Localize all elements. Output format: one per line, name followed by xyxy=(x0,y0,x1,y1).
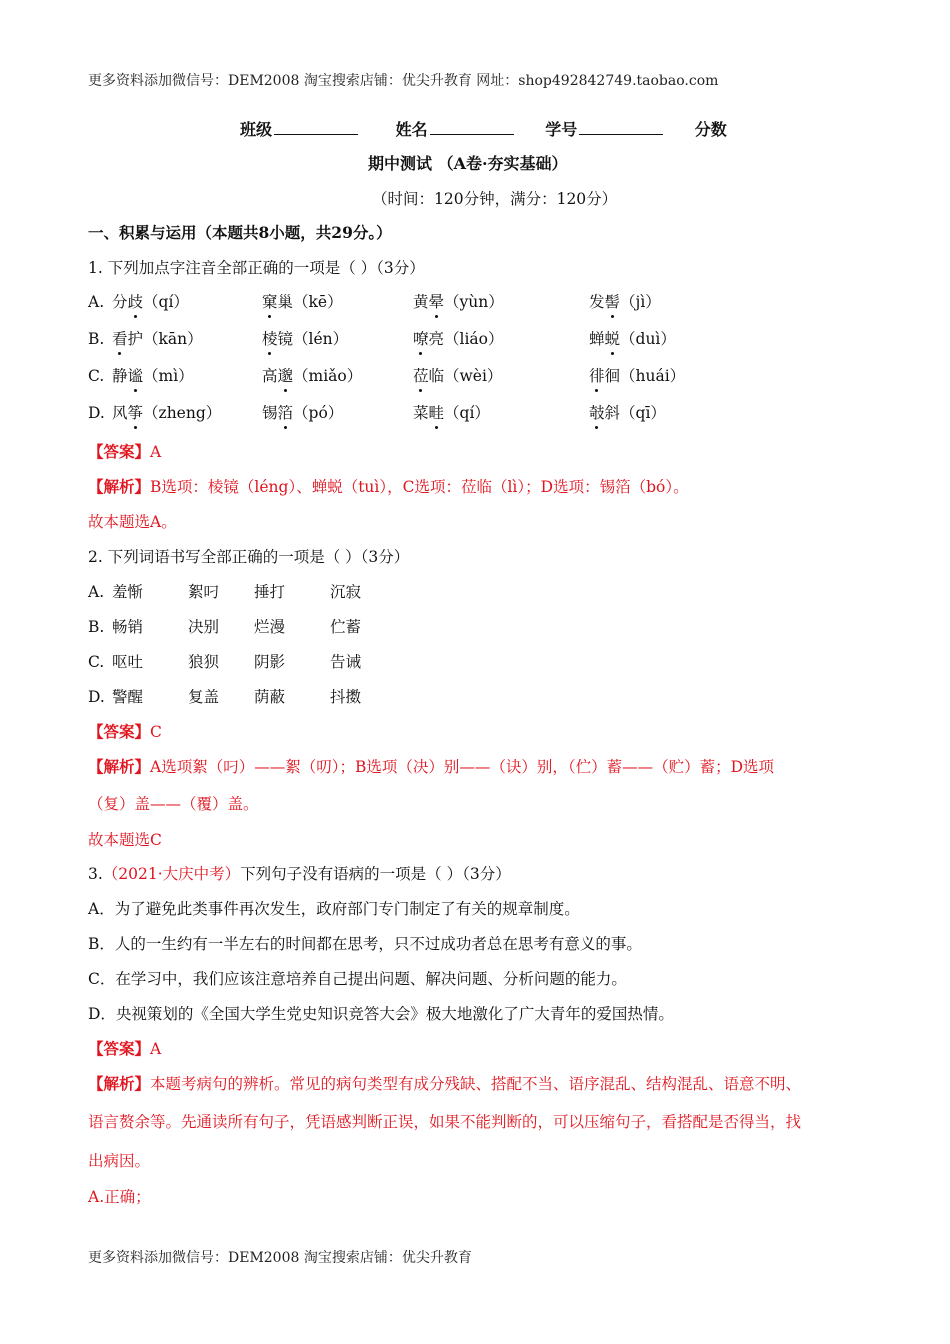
dotted-character: 歧 xyxy=(127,293,144,311)
q2-conclusion: 故本题选C xyxy=(88,831,162,849)
explain-text: 本题考病句的辨析。常见的病句类型有成分残缺、搭配不当、语序混乱、结构混乱、语意不明、 xyxy=(150,1075,802,1093)
dotted-character: 晕 xyxy=(428,293,445,311)
header-note: 更多资料添加微信号：DEM2008 淘宝搜索店铺：优尖升教育 网址：shop492842749.taobao.com xyxy=(88,73,719,89)
word-pinyin: （qí） xyxy=(143,293,189,311)
q2-option-word: 伫蓄 xyxy=(330,618,362,636)
word-part: 分 xyxy=(112,293,128,311)
explain-text: B选项：棱镜（léng）、蝉蜕（tuì），C选项：莅临（lì）；D选项：锡箔（bó）。 xyxy=(150,478,689,496)
q2-option-word: 羞惭 xyxy=(112,583,144,601)
answer-label: 【答案】 xyxy=(88,1039,151,1058)
word-pinyin: （duì） xyxy=(620,330,676,348)
q2-option-word: 阴影 xyxy=(254,653,286,671)
q2-option-word: 狼狈 xyxy=(188,653,220,671)
word-pinyin: （qí） xyxy=(444,404,490,422)
q2-option-label: A. xyxy=(88,583,105,601)
dotted-character: 筝 xyxy=(127,404,144,422)
name-label: 姓名 xyxy=(395,120,428,139)
q1-option-word xyxy=(112,365,194,387)
word-part: 高 xyxy=(262,367,278,385)
explain-text: A选项絮（叼）——絮（叨）；B选项（决）别——（诀）别，（伫）蓄——（贮）蓄；D选项 xyxy=(150,758,775,776)
student-id-label: 学号 xyxy=(545,120,578,139)
q1-option-word xyxy=(262,402,343,424)
word-part: 菜 xyxy=(413,404,429,422)
word-part: 风 xyxy=(112,404,128,422)
q1-conclusion: 故本题选A。 xyxy=(88,513,177,531)
word-pinyin: （jì） xyxy=(620,293,661,311)
page-subtitle: （时间：120分钟，满分：120分） xyxy=(372,190,618,208)
q2-option-word: 畅销 xyxy=(112,618,144,636)
answer-label: 【答案】 xyxy=(88,442,151,461)
dotted-character: 蜕 xyxy=(604,330,621,348)
dotted-character: 徘 xyxy=(589,367,605,385)
q1-option-word xyxy=(112,291,189,313)
word-pinyin: 徊（huái） xyxy=(604,367,686,385)
q1-option-word xyxy=(413,291,504,313)
word-part: 锡 xyxy=(262,404,278,422)
q1-option-word xyxy=(262,328,348,350)
q2-option-word: 沉寂 xyxy=(330,583,362,601)
q2-option-word: 复盖 xyxy=(188,688,220,706)
word-pinyin: （yùn） xyxy=(444,293,504,311)
q2-option-word: 烂漫 xyxy=(254,618,286,636)
q1-option-word xyxy=(112,402,221,424)
word-pinyin: 亮（liáo） xyxy=(428,330,504,348)
q2-stem: 2. 下列词语书写全部正确的一项是（ ）（3分） xyxy=(88,548,410,566)
q3-answer xyxy=(88,1038,161,1060)
q1-option-word xyxy=(589,291,661,313)
explain-label: 【解析】 xyxy=(88,477,151,496)
dotted-character: 髻 xyxy=(604,293,621,311)
q2-explanation-cont: （复）盖——（覆）盖。 xyxy=(88,795,259,813)
q3-option-c: C．在学习中，我们应该注意培养自己提出问题、解决问题、分析问题的能力。 xyxy=(88,970,627,988)
word-part: 静 xyxy=(112,367,128,385)
dotted-character: 邈 xyxy=(277,367,294,385)
dotted-character: 攲 xyxy=(589,404,605,422)
q3-stem-text: 下列句子没有语病的一项是（ ）（3分） xyxy=(240,865,511,883)
word-pinyin: 护（kān） xyxy=(127,330,203,348)
q1-option-label: C. xyxy=(88,367,105,385)
answer-label: 【答案】 xyxy=(88,722,151,741)
q3-stem xyxy=(88,863,511,885)
q2-option-word: 告诫 xyxy=(330,653,362,671)
q2-option-label: B. xyxy=(88,618,105,636)
q1-option-word xyxy=(262,291,343,313)
q1-option-word xyxy=(589,365,685,387)
q1-option-label: D. xyxy=(88,404,105,422)
q1-option-word xyxy=(589,328,676,350)
word-part: 蝉 xyxy=(589,330,605,348)
word-pinyin: （miǎo） xyxy=(293,367,363,385)
answer-value: A xyxy=(150,443,162,461)
word-pinyin: （zheng） xyxy=(143,404,222,422)
explain-label: 【解析】 xyxy=(88,1074,151,1093)
student-info-line xyxy=(240,117,727,140)
q1-option-label: B. xyxy=(88,330,105,348)
q1-option-word xyxy=(112,328,203,350)
q2-option-word: 捶打 xyxy=(254,583,286,601)
section-heading: 一、积累与运用（本题共8小题，共29分。） xyxy=(88,223,392,242)
q3-explanation-cont: 语言赘余等。先通读所有句子，凭语感判断正误，如果不能判断的，可以压缩句子，看搭配是否得当，找 xyxy=(88,1113,802,1131)
q2-option-word: 呕吐 xyxy=(112,653,144,671)
student-id-blank[interactable] xyxy=(579,120,663,135)
dotted-character: 畦 xyxy=(428,404,445,422)
word-part: 黄 xyxy=(413,293,429,311)
q3-option-d: D．央视策划的《全国大学生党史知识竞答大会》极大地激化了广大青年的爱国热情。 xyxy=(88,1005,674,1023)
q2-option-word: 絮叼 xyxy=(188,583,220,601)
q2-option-label: D. xyxy=(88,688,105,706)
score-label: 分数 xyxy=(694,120,727,139)
q2-option-word: 荫蔽 xyxy=(254,688,286,706)
dotted-character: 谧 xyxy=(127,367,144,385)
class-label: 班级 xyxy=(240,120,273,139)
word-pinyin: 巢（kē） xyxy=(277,293,343,311)
word-pinyin: 镜（lén） xyxy=(277,330,349,348)
name-blank[interactable] xyxy=(430,120,514,135)
word-pinyin: （mì） xyxy=(143,367,194,385)
q2-explanation xyxy=(88,756,774,778)
q1-answer xyxy=(88,441,161,463)
word-pinyin: （pó） xyxy=(293,404,344,422)
q2-option-word: 抖擞 xyxy=(330,688,362,706)
answer-value: A xyxy=(150,1040,162,1058)
page-title: 期中测试 （A卷·夯实基础） xyxy=(368,154,568,173)
q1-stem: 1. 下列加点字注音全部正确的一项是（ ）（3分） xyxy=(88,259,425,277)
q3-explanation-end: 出病因。 xyxy=(88,1152,151,1170)
q1-option-word xyxy=(413,328,504,350)
dotted-character: 箔 xyxy=(277,404,294,422)
dotted-character: 嘹 xyxy=(413,330,429,348)
q1-option-label: A. xyxy=(88,293,105,311)
q3-source: （2021·大庆中考） xyxy=(102,865,241,883)
word-pinyin: 临（wèi） xyxy=(428,367,503,385)
q3-explanation xyxy=(88,1073,801,1095)
q3-option-a: A．为了避免此类事件再次发生，政府部门专门制定了有关的规章制度。 xyxy=(88,900,580,918)
q1-option-word xyxy=(413,402,490,424)
q2-option-label: C. xyxy=(88,653,105,671)
footer-note: 更多资料添加微信号：DEM2008 淘宝搜索店铺：优尖升教育 xyxy=(88,1250,472,1266)
dotted-character: 棱 xyxy=(262,330,278,348)
dotted-character: 窠 xyxy=(262,293,278,311)
q2-answer xyxy=(88,721,162,743)
q3-number: 3. xyxy=(88,865,103,883)
q1-option-word xyxy=(413,365,502,387)
q1-option-word xyxy=(589,402,666,424)
answer-value: C xyxy=(150,723,162,741)
q3-partial-analysis: A.正确； xyxy=(88,1188,151,1206)
q2-option-word: 决别 xyxy=(188,618,220,636)
explain-label: 【解析】 xyxy=(88,757,151,776)
q1-option-word xyxy=(262,365,362,387)
q1-explanation xyxy=(88,476,689,498)
word-pinyin: 斜（qī） xyxy=(604,404,666,422)
q2-option-word: 警醒 xyxy=(112,688,144,706)
q3-option-b: B．人的一生约有一半左右的时间都在思考，只不过成功者总在思考有意义的事。 xyxy=(88,935,642,953)
word-part: 发 xyxy=(589,293,605,311)
class-blank[interactable] xyxy=(274,120,358,135)
dotted-character: 看 xyxy=(112,330,128,348)
dotted-character: 莅 xyxy=(413,367,429,385)
